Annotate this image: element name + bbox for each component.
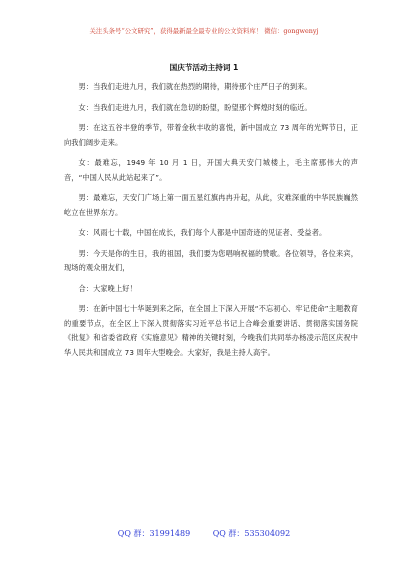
paragraph-2: 女：当我们走进九月，我们就在急切的盼望，盼望那个辉煌时刻的临近。 [78,102,312,112]
paragraph-1: 男：当我们走进九月，我们就在热烈的期待，期待那个庄严日子的到来。 [78,82,312,91]
paragraph-4: 女：最难忘，1949 年 10 月 1 日，开国大典天安门城楼上，毛主席那伟大的声音，“中国人民从此站起来了”。 [64,158,358,182]
footer-contacts [0,528,408,539]
paragraph-9: 男：在新中国七十华诞到来之际，在全国上下深入开展“不忘初心、牢记使命”主题教育的重要节点，在全区上下深入贯彻落实习近平总书记上合峰会重要讲话、贯彻落实国务院《批复》和省委省政府《实施意见》精神的关键时刻，今晚我们共同举办杨凌示范区庆祝中华人民共和国成立 73 周年大型晚会。大家好，我是主持人高宇。 [64,304,358,357]
document-title: 国庆节活动主持词 1 [169,63,239,72]
paragraph-7: 男：今天是你的生日，我的祖国，我们要为您唱响祝福的赞歌。各位领导，各位来宾，现场的观众朋友们， [64,248,358,272]
paragraph-3: 男：在这五谷丰登的季节，带着金秋丰收的喜悦，新中国成立 73 周年的光辉节日，正向我们阔步走来。 [64,123,358,147]
footer-qq-group-1: QQ 群：31991489 [117,529,191,538]
paragraph-8: 合：大家晚上好！ [78,283,137,293]
paragraph-5: 男：最难忘，天安门广场上第一面五星红旗冉冉升起，从此，灾难深重的中华民族巍然屹立在世界东方。 [64,193,358,217]
document-body [64,80,358,366]
footer-qq-group-2: QQ 群：535304092 [212,529,291,538]
paragraph-6: 女：风雨七十载，中国在成长，我们每个人都是中国奇迹的见证者、受益者。 [78,228,327,237]
header-note: 关注头条号“公文研究”，获得最新最全最专业的公文资料库！ 微信：gongwenyj [89,27,319,35]
